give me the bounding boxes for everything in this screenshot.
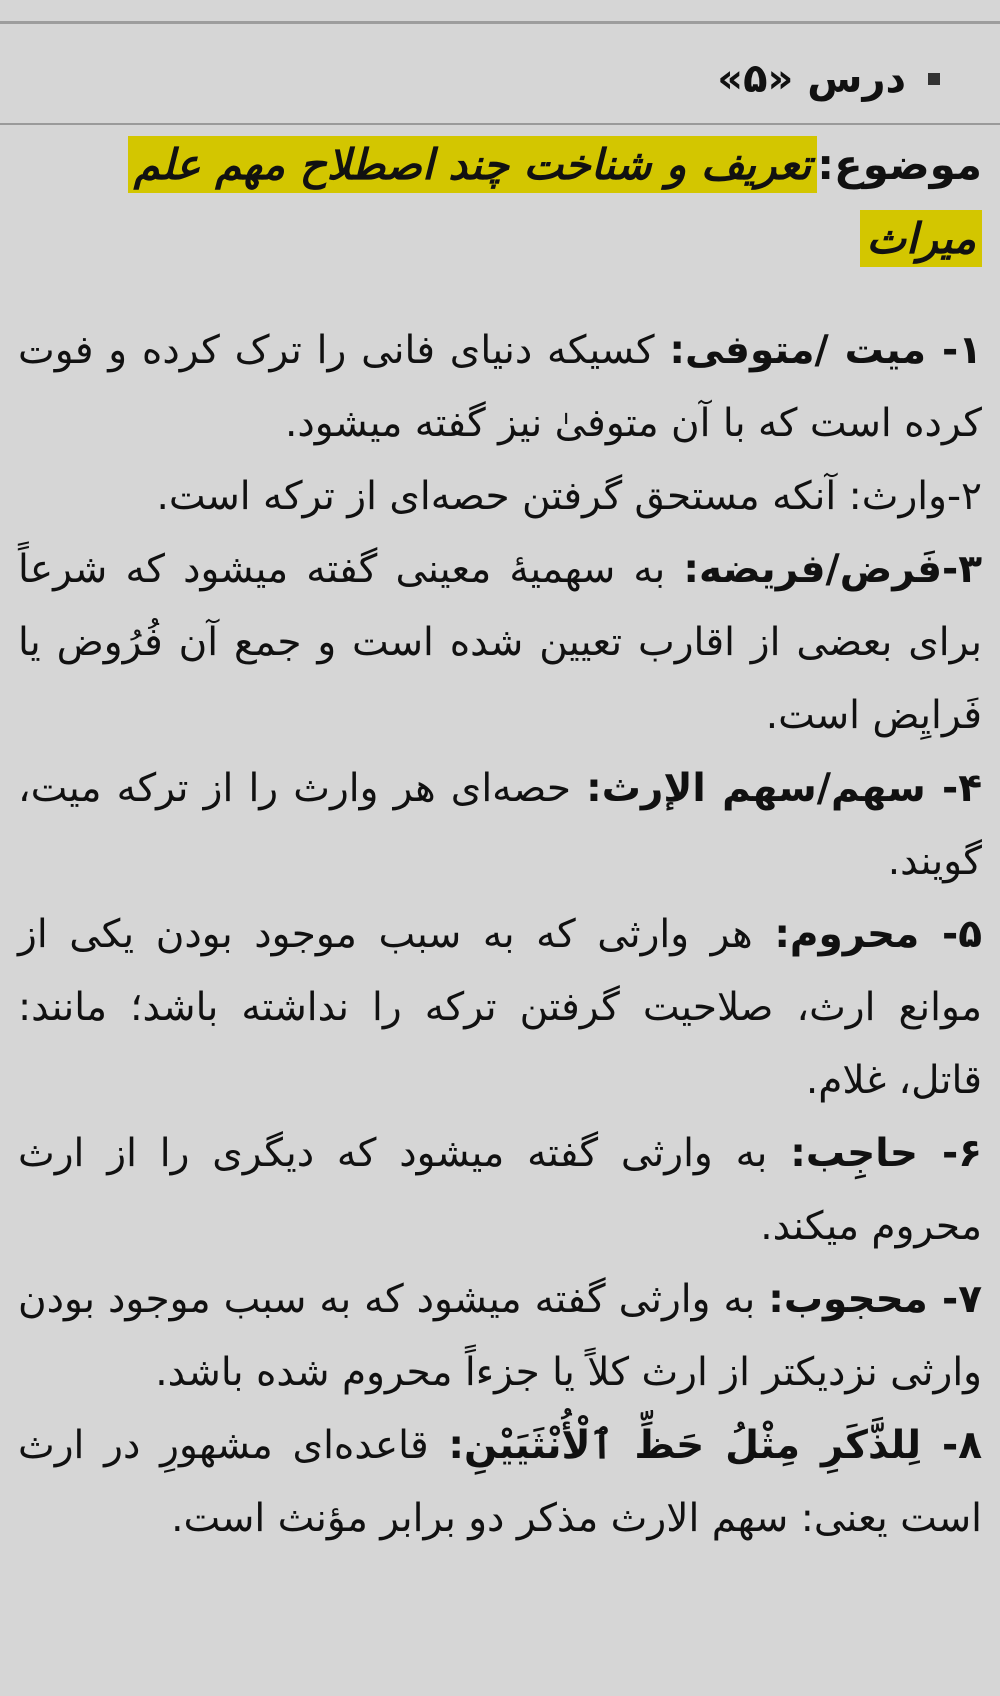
item-term: سهم/سهم الإرث: [586, 766, 942, 811]
definition-item-2 [18, 460, 982, 533]
definition-list [18, 314, 982, 1555]
square-bullet-icon [928, 73, 940, 85]
item-text: به سهمیۀ معینی گفته میشود که شرعاً برای بعضی از اقارب تعیین شده است و جمع آن فُرُوض یا فَرایِض است. [18, 547, 982, 738]
item-term: محجوب: [768, 1277, 942, 1322]
header-divider [0, 123, 1000, 125]
topic-label: موضوع: [817, 140, 982, 189]
item-text: حصه‌ای هر وارث را از ترکه میت، گویند. [18, 766, 982, 884]
item-number: ۷- [942, 1277, 982, 1322]
lesson-header [0, 24, 1000, 124]
item-term: لِلذَّکَرِ مِثْلُ حَظِّ ٱلْأُنْثَیَیْنِ: [448, 1423, 943, 1468]
item-text: کسیکه دنیای فانی را ترک کرده و فوت کرده است که با آن متوفیٰ نیز گفته میشود. [18, 328, 982, 446]
item-term: میت /متوفی: [669, 328, 943, 373]
item-term: فَرض/فریضه: [683, 547, 942, 592]
definition-item-8 [18, 1409, 982, 1555]
definition-item-5 [18, 898, 982, 1117]
definition-item-3 [18, 533, 982, 752]
item-number: ۱- [942, 328, 983, 373]
definition-item-6 [18, 1117, 982, 1263]
item-text: به وارثی گفته میشود که دیگری را از ارث محروم میکند. [18, 1131, 982, 1249]
item-term: حاجِب: [790, 1131, 942, 1176]
item-text: وارث: آنکه مستحق گرفتن حصه‌ای از ترکه است. [156, 474, 947, 519]
item-number: ۵- [942, 912, 982, 957]
topic-highlighted-text: تعریف و شناخت چند اصطلاح مهم علم میراث [128, 136, 982, 267]
lesson-title [717, 56, 940, 102]
item-text: قاعده‌ای مشهورِ در ارث است یعنی: سهم الارث مذکر دو برابر مؤنث است. [18, 1423, 982, 1541]
item-number: ۴- [942, 766, 982, 811]
item-number: ۳- [942, 547, 982, 592]
definition-item-1 [18, 314, 982, 460]
document-body [0, 128, 1000, 1688]
lesson-title-text: درس «۵» [717, 56, 906, 102]
item-term: محروم: [774, 912, 942, 957]
topic-line [30, 128, 982, 276]
item-number: ۲- [946, 474, 982, 519]
item-number: ۶- [942, 1131, 982, 1176]
definition-item-4 [18, 752, 982, 898]
definition-item-7 [18, 1263, 982, 1409]
item-number: ۸- [942, 1423, 983, 1468]
item-text: هر وارثی که به سبب موجود بودن یکی از موانع ارث، صلاحیت گرفتن ترکه را نداشته باشد؛ مانند: قاتل، غلام. [18, 912, 982, 1103]
item-text: به وارثی گفته میشود که به سبب موجود بودن وارثی نزدیکتر از ارث کلاً یا جزءاً محروم شده باشد. [18, 1277, 982, 1395]
